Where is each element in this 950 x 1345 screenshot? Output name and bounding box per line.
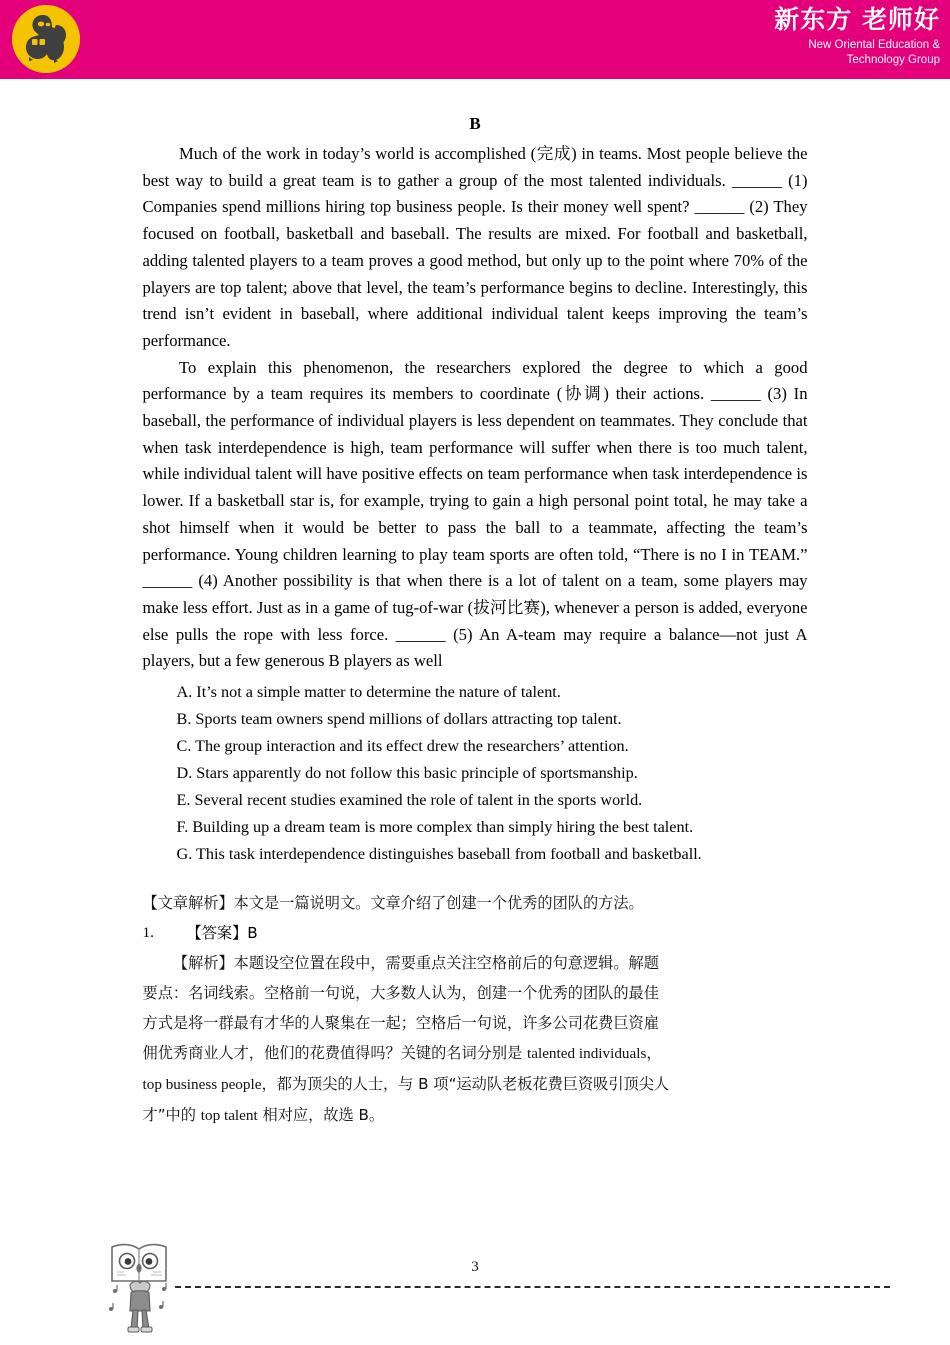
options-list <box>143 679 808 868</box>
footer-divider <box>175 1286 890 1288</box>
explanation-line-1: 【解析】本题设空位置在段中，需要重点关注空格前后的句意逻辑。解题 <box>172 954 659 973</box>
answer-row <box>143 918 808 948</box>
explanation-line-3: 方式是将一群最有才华的人聚集在一起；空格后一句说，许多公司花费巨资雇 <box>142 1014 659 1033</box>
option-c: C. The group interaction and its effect drew the researchers’ attention. <box>176 737 629 756</box>
question-number: 1. <box>142 924 154 942</box>
passage-paragraph-1: Much of the work in today’s world is accomplished (完成) in teams. Most people believe the best way to build a great team is to gather a group of the most talented individuals. ______ (1) Companies spend millions hiring top business people. Is their money well spent? ______ (2) They focused on football, basketball and baseball. The results are mixed. For football and basketball, adding talented players to a team proves a good method, but only up to the point where 70% of the players are top talent; above that level, the team’s performance begins to decline. Interestingly, this trend isn’t evident in baseball, where additional individual talent keeps improving the team’s performance. <box>142 144 808 350</box>
passage-paragraph-2: To explain this phenomenon, the researchers explored the degree to which a good performance by a team requires its members to coordinate (协调) their actions. ______ (3) In baseball, the performance of individual players is less dependent on teammates. They conclude that when task interdependence is high, team performance will suffer when there is too much talent, while individual talent will have positive effects on team performance when task interdependence is lower. If a basketball star is, for example, trying to gain a high personal point total, he may take a shot himself when it would be better to pass the ball to a teammate, affecting the team’s performance. Young children learning to play team sports are often told, “There is no I in TEAM.” ______ (4) Another possibility is that when there is a lot of talent on a team, some players may make less effort. Just as in a game of tug-of-war (拔河比赛), whenever a person is added, everyone else pulls the rope with less force. ______ (5) An A-team may require a balance—not just A players, but a few generous B players as well <box>142 357 808 671</box>
explanation-line-4-cn: 佣优秀商业人才，他们的花费值得吗？关键的名词分别是 <box>142 1044 528 1063</box>
brand-logo <box>12 5 80 73</box>
explanation-line-6-cn-b: 相对应，故选 B。 <box>257 1106 385 1125</box>
explanation-line-6 <box>143 1100 808 1131</box>
option-f: F. Building up a dream team is more complex than simply hiring the best talent. <box>176 818 694 837</box>
header-banner <box>0 0 950 79</box>
explanation-line-4 <box>143 1038 808 1069</box>
brand-text-block <box>700 0 950 79</box>
analysis-section <box>143 888 808 1131</box>
explanation-line-4-en: talented individuals， <box>527 1045 662 1063</box>
brand-name-en-line2: Technology Group <box>846 54 940 66</box>
brand-name-en-line1: New Oriental Education & <box>808 39 940 51</box>
new-oriental-mascot-icon <box>12 5 80 73</box>
answer-label: 【答案】B <box>186 924 258 943</box>
section-title: B <box>469 114 481 133</box>
footer-mascot <box>104 1241 176 1337</box>
article-analysis-line: 【文章解析】本文是一篇说明文。文章介绍了创建一个优秀的团队的方法。 <box>142 894 644 913</box>
option-e: E. Several recent studies examined the role of talent in the sports world. <box>176 791 643 810</box>
option-g: G. This task interdependence distinguishes baseball from football and basketball. <box>176 845 702 864</box>
option-d: D. Stars apparently do not follow this basic principle of sportsmanship. <box>176 764 638 783</box>
explanation-line-6-en: top talent <box>200 1107 258 1125</box>
explanation-line-6-cn-a: 才”中的 <box>142 1106 201 1125</box>
option-b: B. Sports team owners spend millions of dollars attracting top talent. <box>176 710 622 729</box>
option-a: A. It’s not a simple matter to determine the nature of talent. <box>176 683 561 702</box>
book-head-student-icon <box>104 1241 176 1337</box>
content-column <box>143 79 808 1131</box>
explanation-line-5 <box>143 1069 808 1100</box>
page-body <box>0 79 950 1131</box>
page-footer <box>0 1233 950 1345</box>
explanation-line-5-en: top business people， <box>142 1076 277 1094</box>
explanation-line-2: 要点：名词线索。空格前一句说，大多数人认为，创建一个优秀的团队的最佳 <box>142 984 659 1003</box>
brand-name-cn: 新东方 老师好 <box>774 5 940 34</box>
page-number: 3 <box>471 1259 479 1275</box>
brand-name-en <box>700 32 940 68</box>
explanation-line-5-cn: 都为顶尖的人士，与 B 项“运动队老板花费巨资吸引顶尖人 <box>276 1075 670 1094</box>
